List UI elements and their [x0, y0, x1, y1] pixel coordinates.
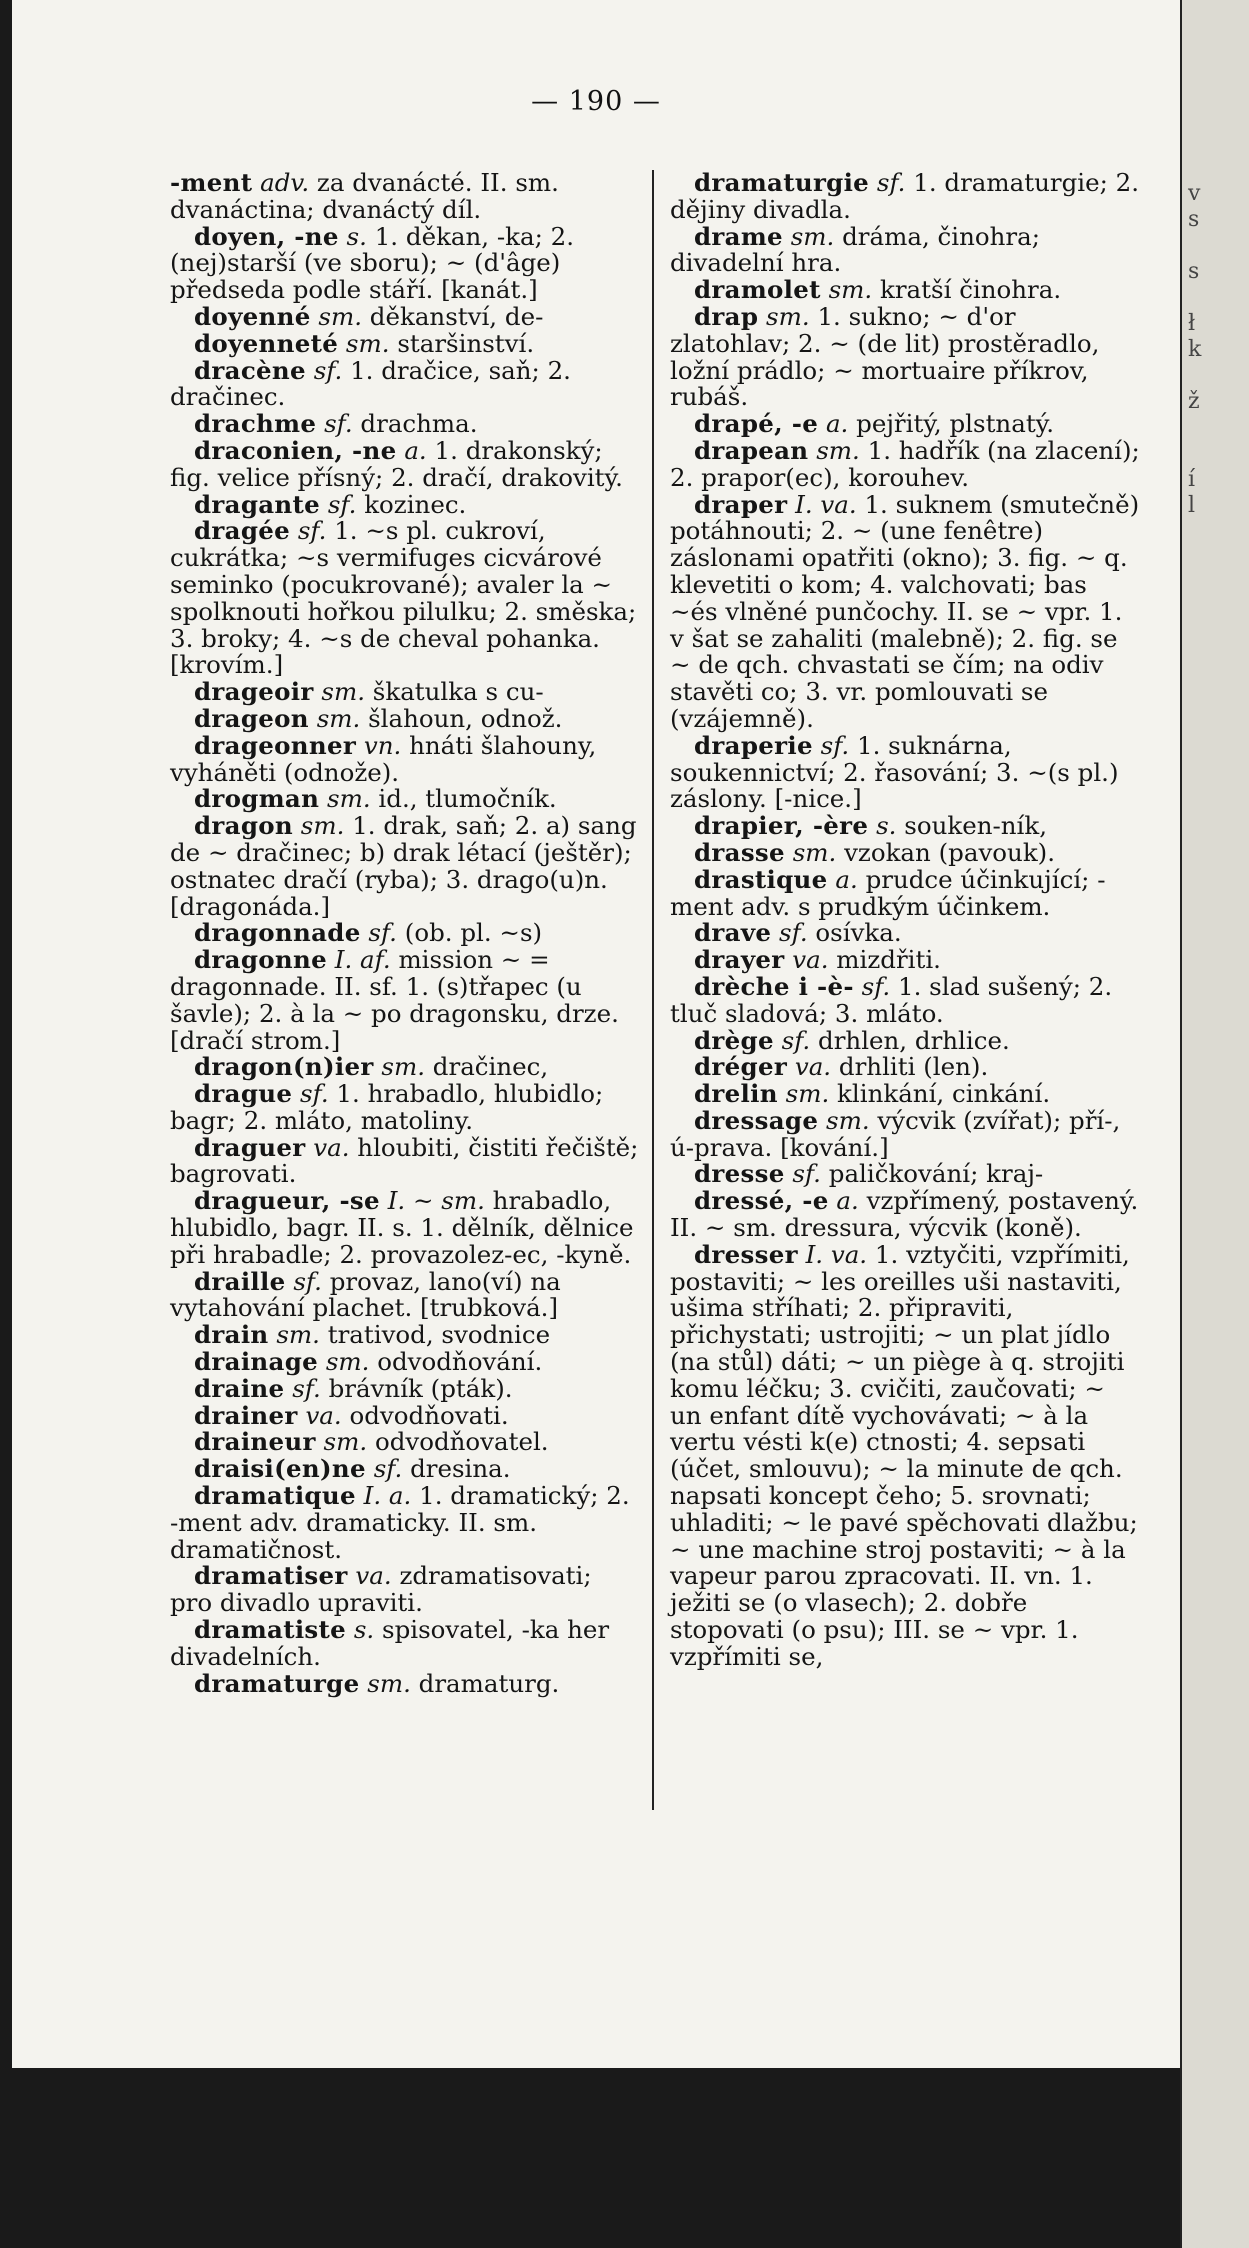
- entry-grammar: sf.: [368, 918, 397, 948]
- entry-definition: drhliti (len).: [838, 1052, 989, 1082]
- dictionary-page: [12, 0, 1180, 2068]
- entry-headword: drageoir: [194, 677, 314, 707]
- dictionary-entry: [170, 1322, 640, 1349]
- entry-headword: dragon(n)ier: [194, 1052, 374, 1082]
- entry-grammar: sm.: [316, 703, 361, 733]
- dictionary-entry: [170, 920, 640, 947]
- entry-grammar: sm.: [318, 301, 362, 331]
- dictionary-entry: [170, 1429, 640, 1456]
- entry-headword: drame: [694, 221, 783, 251]
- entry-definition: 1. drak, saň; 2. a) sang de ~ dračinec; b) drak létací (ještěr); ostnatec dračí (ryba); 3. drago(u)n. [dragonáda.]: [170, 811, 637, 921]
- entry-definition: 1. slad sušený; 2. tluč sladová; 3. mláto.: [670, 971, 1113, 1028]
- dictionary-entry: [670, 730, 1140, 814]
- entry-definition: odvodňování.: [377, 1347, 543, 1377]
- entry-definition: odvodňovatel.: [374, 1427, 549, 1457]
- entry-headword: drap: [694, 301, 759, 331]
- entry-definition: vzpřímený, postavený. II. ~ sm. dressura, výcvik (koně).: [670, 1186, 1139, 1243]
- edge-fragment: ž: [1188, 389, 1200, 414]
- dictionary-entry: [670, 301, 1140, 412]
- dictionary-entry: [170, 786, 640, 813]
- entry-definition: paličkování; kraj-: [828, 1159, 1044, 1189]
- column-divider: [652, 170, 654, 1810]
- entry-grammar: sm.: [766, 301, 810, 331]
- entry-definition: zdramatisovati; pro divadlo upraviti.: [170, 1561, 592, 1618]
- dictionary-entry: [170, 1054, 640, 1081]
- entry-definition: id., tlumočník.: [378, 784, 557, 814]
- entry-definition: hnáti šlahouny, vyháněti (odnože).: [170, 730, 597, 787]
- entry-definition: mizdřiti.: [836, 945, 941, 975]
- entry-definition: 1. drakonský; fig. velice přísný; 2. dračí, drakovitý.: [170, 435, 623, 492]
- entry-headword: drapean: [694, 435, 809, 465]
- entry-headword: dramatiste: [194, 1615, 347, 1645]
- entry-grammar: sf.: [820, 730, 850, 760]
- entry-grammar: s.: [346, 221, 367, 251]
- entry-grammar: sm.: [345, 328, 390, 358]
- dictionary-entry: [670, 489, 1140, 733]
- entry-headword: drain: [194, 1320, 269, 1350]
- entry-headword: drèche i -è-: [694, 971, 854, 1001]
- entry-definition: škatulka s cu-: [372, 677, 544, 707]
- dictionary-entry: [670, 1054, 1140, 1081]
- entry-grammar: adv.: [260, 168, 310, 197]
- entry-grammar: vn.: [363, 730, 402, 760]
- entry-headword: doyen, -ne: [194, 221, 339, 251]
- edge-fragment: k: [1188, 337, 1202, 362]
- entry-definition: dresina.: [410, 1454, 511, 1484]
- entry-headword: -ment: [170, 168, 253, 197]
- edge-fragment: [1188, 442, 1249, 466]
- entry-grammar: sm.: [323, 1427, 368, 1457]
- dictionary-entry: [670, 411, 1140, 438]
- edge-fragment: [1188, 286, 1249, 310]
- entry-definition: 1. suknárna, soukennictví; 2. řasování; 3. ~(s pl.) záslony. [-nice.]: [670, 730, 1119, 814]
- entry-definition: děkanství, de-: [369, 301, 544, 331]
- dictionary-entry: [170, 1266, 640, 1323]
- dictionary-entry: [170, 1400, 640, 1430]
- entry-grammar: sm.: [826, 1105, 870, 1135]
- dictionary-entry: [170, 1188, 640, 1268]
- entry-headword: drague: [194, 1079, 293, 1109]
- entry-definition: drachma.: [360, 409, 478, 439]
- entry-definition: šlahoun, odnož.: [368, 703, 563, 733]
- dictionary-entry: [170, 518, 640, 679]
- edge-fragment: [1188, 234, 1249, 258]
- dictionary-entry: [170, 411, 640, 438]
- entry-grammar: va.: [313, 1132, 350, 1162]
- entry-headword: dréger: [694, 1052, 788, 1082]
- dictionary-entry: [670, 920, 1140, 947]
- entry-headword: dragonnade: [194, 918, 361, 948]
- entry-grammar: I. va.: [805, 1239, 868, 1269]
- entry-headword: drasse: [694, 837, 785, 867]
- entry-headword: draper: [694, 489, 788, 519]
- entry-headword: dramatiser: [194, 1561, 348, 1591]
- entry-grammar: va.: [792, 945, 829, 975]
- entry-headword: dragonne: [194, 945, 327, 975]
- entry-definition: za dvanácté. II. sm. dvanáctina; dvanáctý díl.: [170, 168, 559, 224]
- entry-grammar: I. ~ sm.: [387, 1186, 485, 1216]
- entry-grammar: s.: [876, 811, 897, 841]
- entry-definition: klinkání, cinkání.: [837, 1079, 1051, 1109]
- entry-grammar: sf.: [300, 1079, 329, 1109]
- entry-grammar: sm.: [327, 784, 371, 814]
- edge-fragment: s: [1188, 207, 1200, 232]
- entry-grammar: sf.: [779, 918, 808, 948]
- entry-grammar: sf.: [327, 489, 357, 519]
- entry-grammar: sm.: [276, 1320, 320, 1350]
- dictionary-entry: [170, 1483, 640, 1563]
- entry-headword: drainer: [194, 1400, 298, 1430]
- entry-definition: dráma, činohra; divadelní hra.: [670, 221, 1040, 278]
- entry-grammar: sf.: [313, 355, 343, 385]
- entry-grammar: s.: [353, 1615, 375, 1645]
- entry-headword: dramolet: [694, 275, 821, 305]
- dictionary-entry: [170, 489, 640, 519]
- entry-headword: doyenneté: [194, 328, 339, 358]
- entry-grammar: va.: [355, 1561, 392, 1591]
- entry-headword: draineur: [194, 1427, 316, 1457]
- entry-headword: draisi(en)ne: [194, 1454, 366, 1484]
- edge-fragment: ł: [1188, 311, 1196, 336]
- entry-grammar: sm.: [816, 435, 860, 465]
- entry-definition: 1. ~s pl. cukroví, cukrátka; ~s vermifuges cicvárové seminko (pocukrované); avaler la ~ spolknouti hořkou pilulku; 2. směska; 3. broky; 4. ~s de cheval pohanka. [krovím.]: [170, 516, 637, 680]
- entry-definition: 1. dramatický; 2. -ment adv. dramaticky. II. sm. dramatičnost.: [170, 1481, 630, 1564]
- dictionary-entry: [170, 301, 640, 331]
- entry-grammar: sf.: [373, 1454, 403, 1484]
- entry-headword: dramaturge: [194, 1668, 360, 1698]
- edge-fragment: l: [1188, 493, 1196, 518]
- entry-grammar: a.: [836, 1186, 859, 1216]
- dictionary-entry: [670, 1161, 1140, 1188]
- entry-headword: draille: [194, 1266, 286, 1296]
- entry-headword: drelin: [694, 1079, 778, 1109]
- entry-definition: drhlen, drhlice.: [818, 1025, 1010, 1055]
- edge-fragment: s: [1188, 259, 1200, 284]
- entry-grammar: I. af.: [334, 945, 391, 975]
- dictionary-entry: [170, 947, 640, 1054]
- entry-definition: 1. dramaturgie; 2. dějiny divadla.: [670, 168, 1140, 224]
- dictionary-entry: [170, 435, 640, 492]
- entry-definition: staršinství.: [397, 328, 535, 358]
- entry-definition: spisovatel, -ka her divadelních.: [170, 1615, 610, 1671]
- entry-definition: dramaturg.: [418, 1668, 560, 1698]
- entry-headword: draine: [194, 1373, 285, 1403]
- entry-grammar: I. va.: [795, 489, 857, 519]
- entry-grammar: a.: [835, 864, 858, 894]
- entry-headword: dressé, -e: [694, 1186, 829, 1216]
- entry-headword: drège: [694, 1025, 774, 1055]
- entry-headword: dragon: [194, 811, 293, 841]
- dictionary-entry: [670, 1025, 1140, 1055]
- entry-headword: drapier, -ère: [694, 811, 869, 841]
- entry-headword: drave: [694, 918, 772, 948]
- dictionary-entry: [170, 221, 640, 305]
- dictionary-entry: [170, 170, 640, 224]
- dictionary-entry: [170, 328, 640, 358]
- dictionary-entry: [670, 971, 1140, 1028]
- dictionary-entry: [170, 1081, 640, 1135]
- entry-grammar: sm.: [785, 1079, 830, 1109]
- entry-grammar: sf.: [292, 1373, 321, 1403]
- entry-grammar: sf.: [297, 516, 327, 546]
- entry-headword: dragée: [194, 516, 291, 546]
- entry-headword: drainage: [194, 1347, 319, 1377]
- entry-grammar: sm.: [790, 221, 835, 251]
- left-column: [170, 170, 640, 1697]
- entry-definition: pejřitý, plstnatý.: [856, 409, 1055, 439]
- page-number: — 190 —: [531, 86, 661, 117]
- entry-headword: dragueur, -se: [194, 1186, 380, 1216]
- edge-fragment: í: [1188, 467, 1196, 492]
- entry-definition: mission ~ = dragonnade. II. sf. 1. (s)třapec (u šavle); 2. à la ~ po dragonsku, drze. [dračí strom.]: [170, 945, 619, 1055]
- entry-grammar: I. a.: [363, 1481, 412, 1511]
- edge-fragment: [1188, 364, 1249, 388]
- dictionary-entry: [670, 170, 1140, 224]
- entry-headword: dragante: [194, 489, 321, 519]
- entry-headword: drageonner: [194, 730, 357, 760]
- dictionary-entry: [670, 813, 1140, 840]
- dictionary-entry: [670, 864, 1140, 921]
- entry-definition: kratší činohra.: [879, 275, 1062, 305]
- entry-headword: dresser: [694, 1239, 798, 1269]
- dictionary-entry: [670, 221, 1140, 278]
- entry-grammar: sf.: [861, 971, 891, 1001]
- entry-grammar: sf.: [792, 1159, 821, 1189]
- entry-grammar: sf.: [876, 168, 906, 197]
- dictionary-entry: [170, 1668, 640, 1698]
- dictionary-entry: [170, 1563, 640, 1617]
- entry-headword: dresse: [694, 1159, 785, 1189]
- dictionary-entry: [670, 277, 1140, 304]
- entry-headword: doyenné: [194, 301, 311, 331]
- entry-headword: drastique: [694, 864, 828, 894]
- entry-grammar: sf.: [324, 409, 353, 439]
- dictionary-entry: [170, 1349, 640, 1376]
- entry-headword: dramatique: [194, 1481, 356, 1511]
- entry-headword: draperie: [694, 730, 813, 760]
- dictionary-entry: [170, 679, 640, 706]
- dictionary-entry: [670, 435, 1140, 492]
- entry-definition: 1. suknem (smutečně) potáhnouti; 2. ~ (une fenêtre) záslonami opatřiti (okno); 3. fig. ~ q. klevetiti o kom; 4. valchovati; bas ~és vlněné punčochy. II. se ~ vpr. 1. v šat se zahaliti (malebně); 2. fig. se ~ de qch. chvastati se čím; na odiv stavěti co; 3. vr. pomlouvati se (vzájemně).: [670, 489, 1140, 733]
- entry-definition: osívka.: [815, 918, 902, 948]
- entry-definition: 1. vztyčiti, vzpřímiti, postaviti; ~ les oreilles uši nastaviti, ušima stříhati; 2. připraviti, přichystati; ustrojiti; ~ un plat jídlo (na stůl) dáti; ~ un piège à q. strojiti komu léčku; 3. cvičiti, zaučovati; ~ un enfant dítě vychovávati; ~ à la vertu vésti k(e) ctnosti; 4. sepsati (účet, smlouvu); ~ la minute de qch. napsati koncept čeho; 5. srovnati; uhladiti; ~ le pavé spěchovati dlažbu; ~ une machine stroj postaviti; ~ à la vapeur parou zpracovati. II. vn. 1. ježiti se (o vlasech); 2. dobře stopovati (o psu); III. se ~ vpr. 1. vzpřímiti se,: [670, 1239, 1138, 1671]
- dictionary-entry: [670, 1105, 1140, 1162]
- entry-grammar: va.: [794, 1052, 832, 1082]
- entry-definition: odvodňovati.: [349, 1400, 509, 1430]
- dictionary-entry: [670, 1081, 1140, 1108]
- dictionary-entry: [170, 1373, 640, 1403]
- entry-headword: drogman: [194, 784, 320, 814]
- entry-grammar: sm.: [367, 1668, 411, 1698]
- dictionary-entry: [170, 813, 640, 920]
- entry-headword: dramaturgie: [694, 168, 870, 197]
- entry-headword: dracène: [194, 355, 306, 385]
- entry-grammar: sf.: [781, 1025, 811, 1055]
- dictionary-entry: [670, 1188, 1140, 1242]
- entry-definition: trativod, svodnice: [327, 1320, 551, 1350]
- dictionary-entry: [170, 730, 640, 787]
- entry-headword: drayer: [694, 945, 785, 975]
- entry-definition: hrabadlo, hlubidlo, bagr. II. s. 1. dělník, dělnice při hrabadle; 2. provazolez-ec, -kyně.: [170, 1186, 634, 1269]
- entry-definition: 1. hrabadlo, hlubidlo; bagr; 2. mláto, matoliny.: [170, 1079, 604, 1135]
- dictionary-entry: [170, 1617, 640, 1671]
- dictionary-entry: [670, 837, 1140, 867]
- entry-definition: prudce účinkující; -ment adv. s prudkým účinkem.: [670, 864, 1106, 921]
- entry-definition: 1. dračice, saň; 2. dračinec.: [170, 355, 571, 412]
- dictionary-entry: [670, 947, 1140, 974]
- entry-headword: dressage: [694, 1105, 819, 1135]
- entry-grammar: sm.: [321, 677, 365, 707]
- edge-fragment: v: [1188, 181, 1201, 206]
- entry-definition: provaz, lano(ví) na vytahování plachet. [trubková.]: [170, 1266, 561, 1323]
- entry-headword: drachme: [194, 409, 317, 439]
- edge-fragment: [1188, 416, 1249, 440]
- entry-grammar: a.: [825, 409, 849, 439]
- entry-grammar: sm.: [300, 811, 345, 841]
- dictionary-entry: [170, 703, 640, 733]
- dictionary-entry: [170, 1456, 640, 1483]
- entry-grammar: sm.: [381, 1052, 425, 1082]
- entry-headword: draconien, -ne: [194, 435, 397, 465]
- right-column: [670, 170, 1140, 1671]
- entry-definition: výcvik (zvířat); pří-, ú-prava. [kování.]: [670, 1105, 1121, 1162]
- entry-grammar: sm.: [792, 837, 837, 867]
- entry-grammar: sf.: [293, 1266, 322, 1296]
- entry-definition: hloubiti, čistiti řečiště; bagrovati.: [170, 1132, 639, 1189]
- adjacent-page-edge: [1180, 0, 1249, 2248]
- entry-grammar: va.: [305, 1400, 342, 1430]
- entry-grammar: sm.: [828, 275, 873, 305]
- entry-headword: drapé, -e: [694, 409, 819, 439]
- entry-headword: drageon: [194, 703, 309, 733]
- entry-headword: draguer: [194, 1132, 306, 1162]
- entry-definition: 1. sukno; ~ d'or zlatohlav; 2. ~ (de lit) prostěradlo, ložní prádlo; ~ mortuaire příkrov, rubáš.: [670, 301, 1100, 412]
- dictionary-entry: [170, 355, 640, 412]
- entry-definition: (ob. pl. ~s): [404, 918, 543, 948]
- entry-grammar: a.: [404, 435, 427, 465]
- entry-definition: brávník (pták).: [328, 1373, 513, 1403]
- dictionary-entry: [170, 1132, 640, 1189]
- entry-definition: souken-ník,: [904, 811, 1048, 841]
- entry-definition: 1. děkan, -ka; 2. (nej)starší (ve sboru); ~ (d'âge) předseda podle stáří. [kanát.]: [170, 221, 575, 305]
- entry-definition: dračinec,: [432, 1052, 549, 1082]
- entry-definition: kozinec.: [364, 489, 467, 519]
- dictionary-entry: [670, 1239, 1140, 1671]
- entry-grammar: sm.: [325, 1347, 370, 1377]
- entry-definition: 1. hadřík (na zlacení); 2. prapor(ec), korouhev.: [670, 435, 1140, 492]
- entry-definition: vzokan (pavouk).: [844, 837, 1056, 867]
